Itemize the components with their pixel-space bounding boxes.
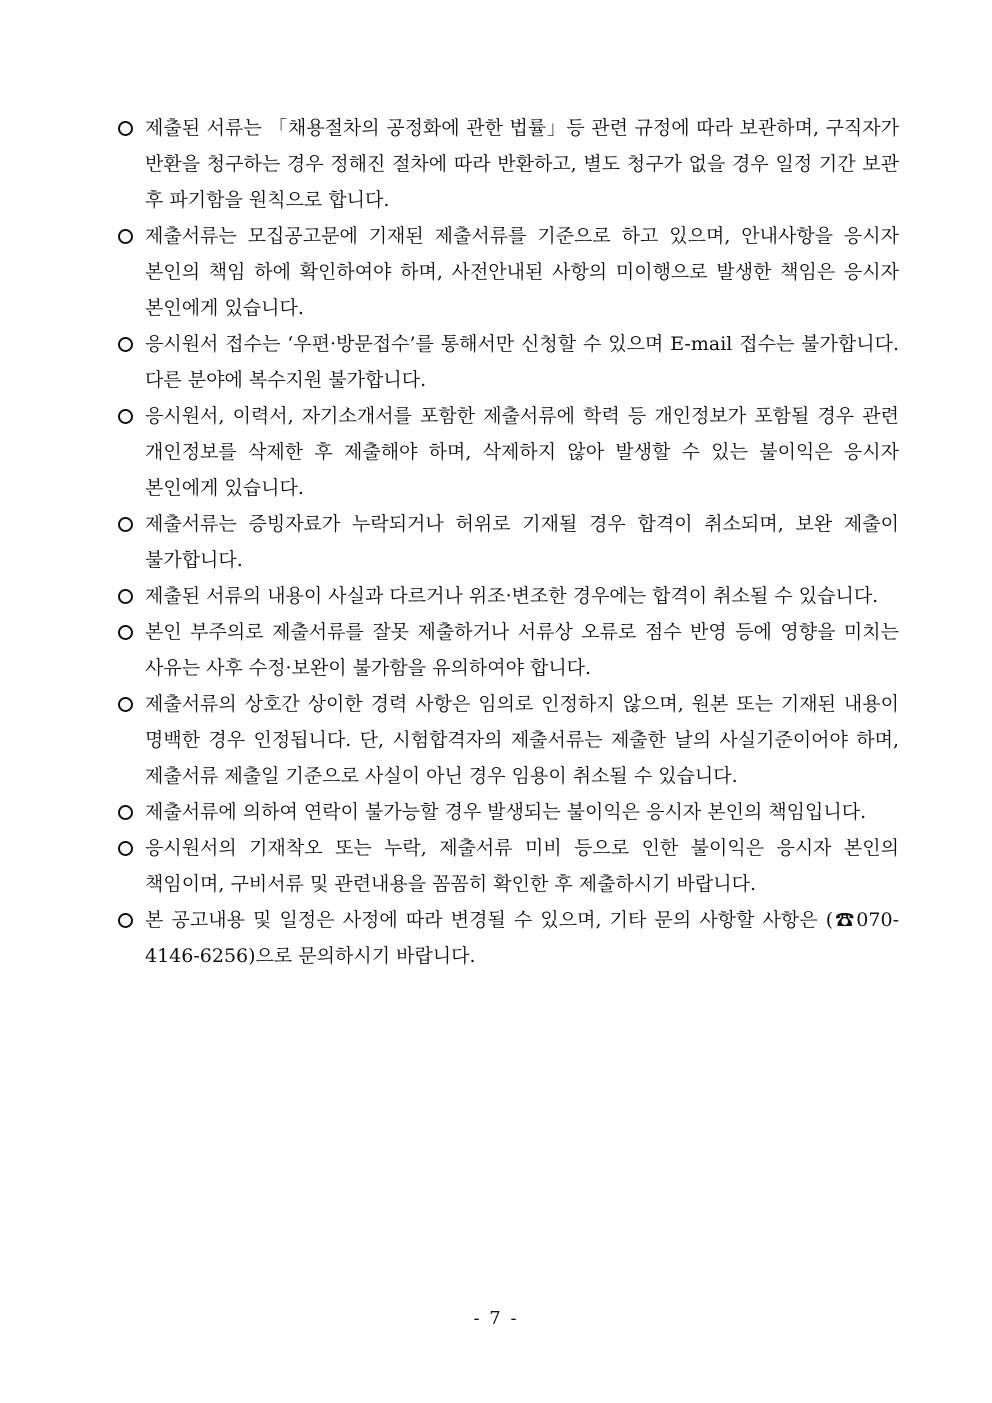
notice-item: [113, 398, 899, 506]
circle-bullet-icon: [113, 578, 145, 614]
circle-bullet-icon: [113, 902, 145, 938]
notice-item: [113, 506, 899, 578]
circle-bullet-icon: [113, 686, 145, 722]
notice-text: 본 공고내용 및 일정은 사정에 따라 변경될 수 있으며, 기타 문의 사항할 사항은 (☎070-4146-6256)으로 문의하시기 바랍니다.: [145, 909, 899, 967]
circle-bullet-icon: [113, 110, 145, 146]
notice-text: 응시원서의 기재착오 또는 누락, 제출서류 미비 등으로 인한 불이익은 응시자 본인의 책임이며, 구비서류 및 관련내용을 꼼꼼히 확인한 후 제출하시기 바랍니다.: [145, 837, 899, 895]
circle-bullet-icon: [113, 398, 145, 434]
notice-text: 제출서류의 상호간 상이한 경력 사항은 임의로 인정하지 않으며, 원본 또는 기재된 내용이 명백한 경우 인정됩니다. 단, 시험합격자의 제출서류는 제출한 날의 사실기준이어야 하며, 제출서류 제출일 기준으로 사실이 아닌 경우 임용이 취소될 수 있습니다.: [145, 693, 899, 787]
notice-text: 제출서류에 의하여 연락이 불가능할 경우 발생되는 불이익은 응시자 본인의 책임입니다.: [145, 801, 867, 823]
page-number: - 7 -: [473, 1308, 519, 1329]
circle-bullet-icon: [113, 326, 145, 362]
circle-bullet-icon: [113, 218, 145, 254]
notice-item: [113, 218, 899, 326]
notice-text: 제출서류는 증빙자료가 누락되거나 허위로 기재될 경우 합격이 취소되며, 보완 제출이 불가합니다.: [145, 513, 899, 571]
notice-text: 본인 부주의로 제출서류를 잘못 제출하거나 서류상 오류로 점수 반영 등에 영향을 미치는 사유는 사후 수정·보완이 불가함을 유의하여야 합니다.: [145, 621, 899, 679]
notice-list: [113, 110, 899, 974]
notice-text: 제출된 서류의 내용이 사실과 다르거나 위조·변조한 경우에는 합격이 취소될 수 있습니다.: [145, 585, 879, 607]
circle-bullet-icon: [113, 830, 145, 866]
notice-item: [113, 110, 899, 218]
notice-item: [113, 326, 899, 398]
notice-text: 응시원서, 이력서, 자기소개서를 포함한 제출서류에 학력 등 개인정보가 포함될 경우 관련 개인정보를 삭제한 후 제출해야 하며, 삭제하지 않아 발생할 수 있는 불이익은 응시자 본인에게 있습니다.: [145, 405, 899, 499]
circle-bullet-icon: [113, 614, 145, 650]
circle-bullet-icon: [113, 506, 145, 542]
notice-text: 제출된 서류는 「채용절차의 공정화에 관한 법률」등 관련 규정에 따라 보관하며, 구직자가 반환을 청구하는 경우 정해진 절차에 따라 반환하고, 별도 청구가 없을 경우 일정 기간 보관 후 파기함을 원칙으로 합니다.: [145, 117, 899, 211]
circle-bullet-icon: [113, 794, 145, 830]
notice-item: [113, 578, 899, 614]
notice-item: [113, 902, 899, 974]
notice-item: [113, 794, 899, 830]
notice-text: 제출서류는 모집공고문에 기재된 제출서류를 기준으로 하고 있으며, 안내사항을 응시자 본인의 책임 하에 확인하여야 하며, 사전안내된 사항의 미이행으로 발생한 책임은 응시자 본인에게 있습니다.: [145, 225, 899, 319]
notice-item: [113, 686, 899, 794]
notice-item: [113, 830, 899, 902]
notice-text: 응시원서 접수는 ‘우편·방문접수’를 통해서만 신청할 수 있으며 E-mail 접수는 불가합니다. 다른 분야에 복수지원 불가합니다.: [145, 333, 899, 391]
notice-item: [113, 614, 899, 686]
